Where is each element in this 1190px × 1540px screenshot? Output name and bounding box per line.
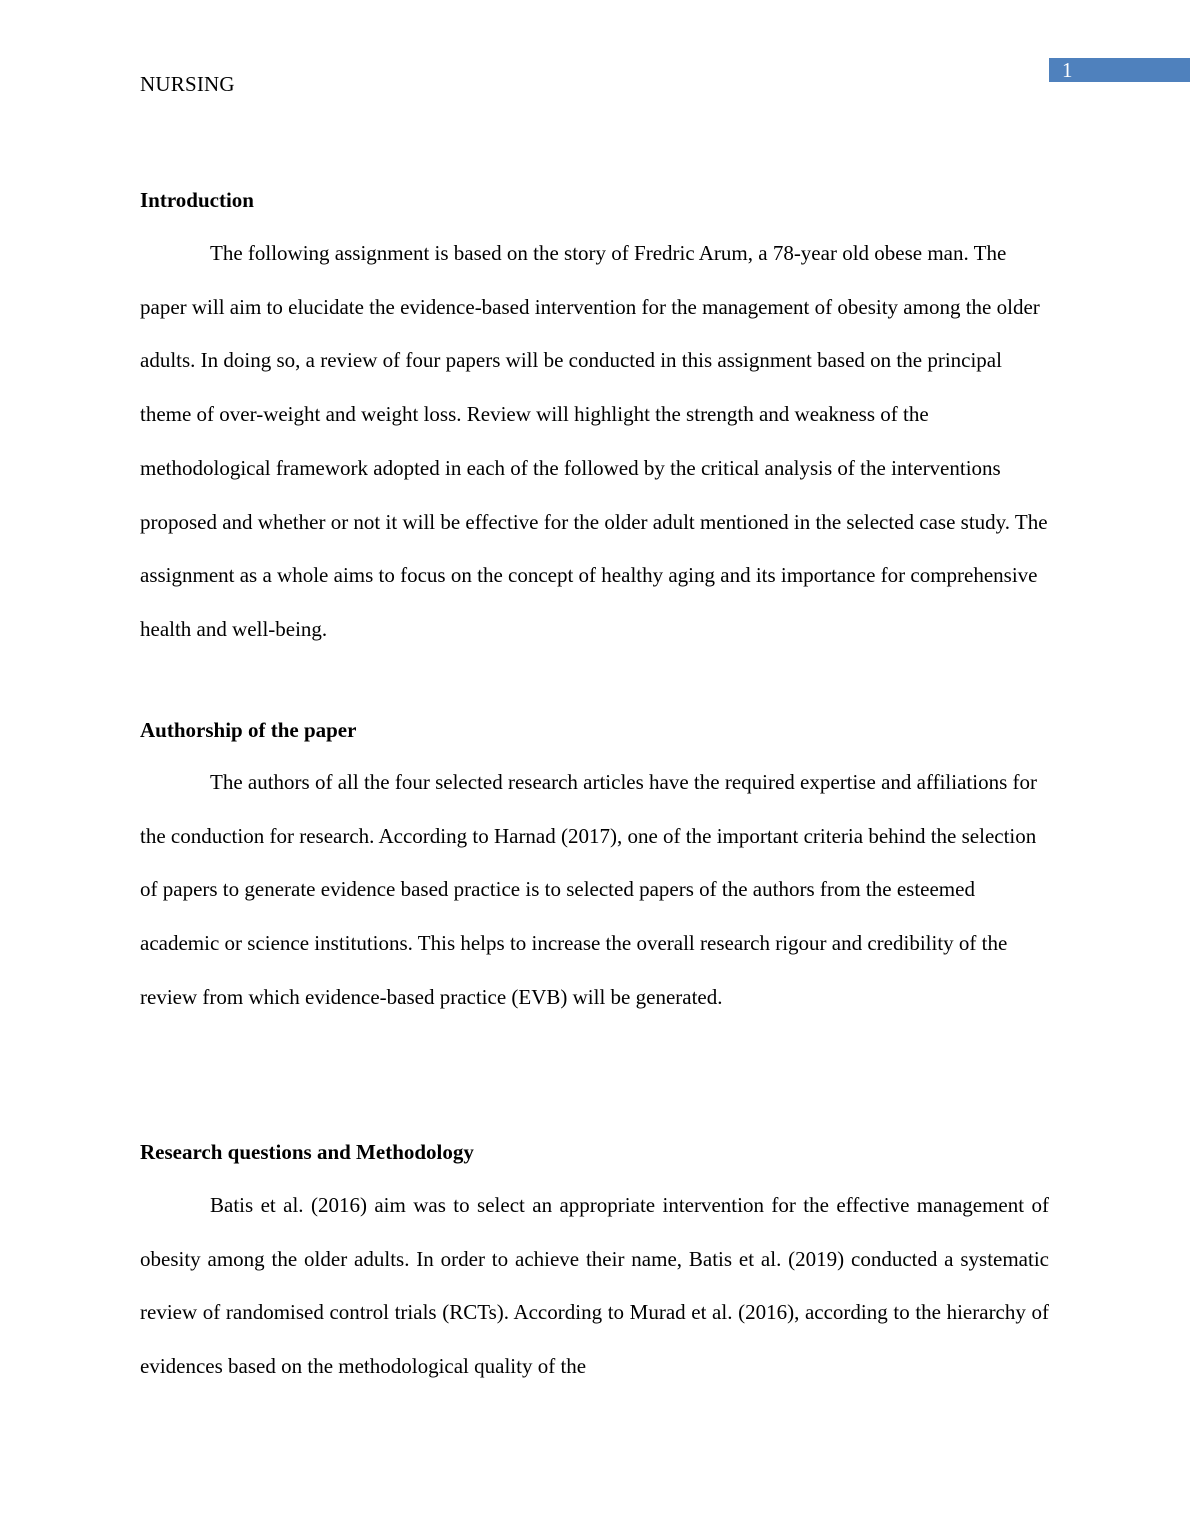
section-heading-methodology: Research questions and Methodology [140, 1140, 474, 1164]
section-body-methodology: Batis et al. (2016) aim was to select an appropriate intervention for the effective management of obesity among the older adults. In order to achieve their name, Batis et al. (2019) conducted a systematic review of randomised control trials (RCTs). According to Murad et al. (2016), according to the hierarchy of evidences based on the methodological quality of the [140, 1193, 1049, 1379]
section-heading-introduction: Introduction [140, 188, 254, 212]
section-heading-authorship: Authorship of the paper [140, 718, 357, 742]
page-number: 1 [1062, 58, 1073, 82]
running-head: NURSING [140, 72, 235, 96]
section-body-authorship: The authors of all the four selected research articles have the required expertise and affiliations for the conduction for research. According to Harnad (2017), one of the important criteria behind the selection of papers to generate evidence based practice is to selected papers of the authors from the esteemed academic or science institutions. This helps to increase the overall research rigour and credibility of the review from which evidence-based practice (EVB) will be generated. [140, 770, 1037, 1009]
section-body-introduction: The following assignment is based on the story of Fredric Arum, a 78-year old obese man. The paper will aim to elucidate the evidence-based intervention for the management of obesity among the older adults. In doing so, a review of four papers will be conducted in this assignment based on the principal theme of over-weight and weight loss. Review will highlight the strength and weakness of the methodological framework adopted in each of the followed by the critical analysis of the interventions proposed and whether or not it will be effective for the older adult mentioned in the selected case study. The assignment as a whole aims to focus on the concept of healthy aging and its importance for comprehensive health and well-being. [140, 241, 1048, 641]
